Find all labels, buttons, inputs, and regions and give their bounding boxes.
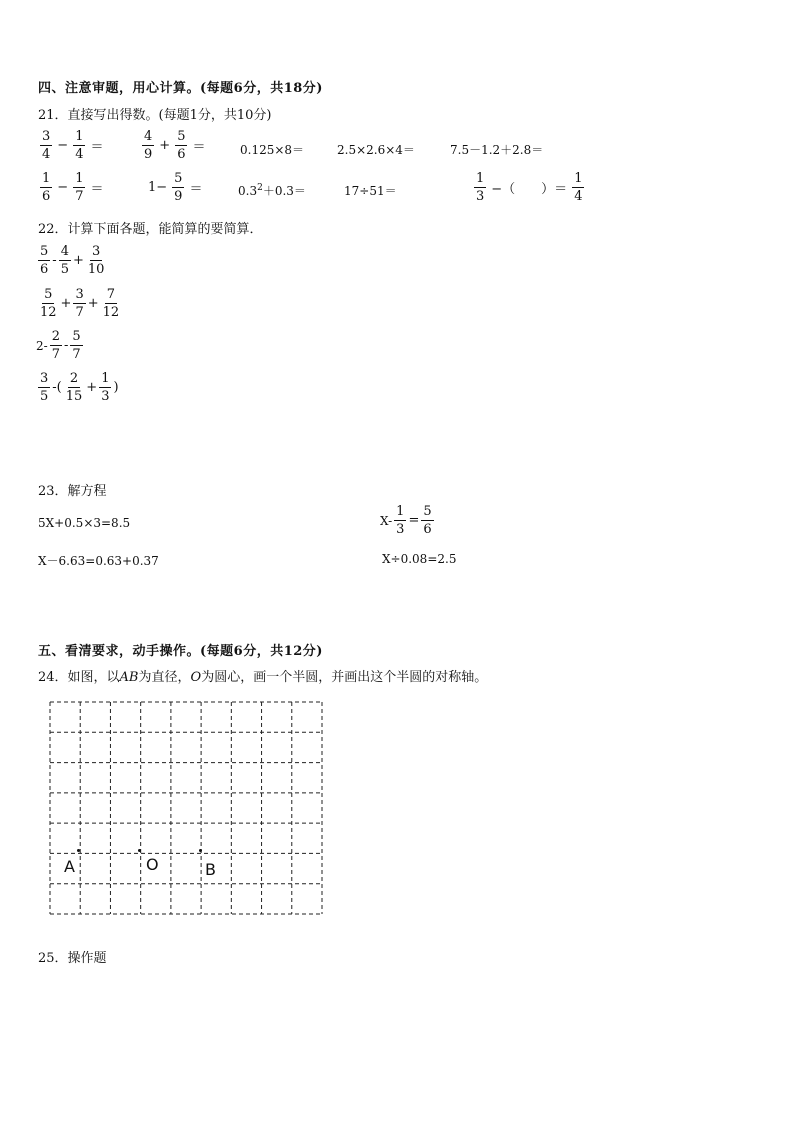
q21-item-h: $0.3^2+0.3=$ xyxy=(238,183,306,198)
point-a-dot xyxy=(77,849,80,852)
point-b-label: B xyxy=(205,860,216,879)
point-a-label: A xyxy=(64,857,75,876)
q23-prompt: 23．解方程 xyxy=(38,484,107,499)
q21-item-a: $\frac{3}{4}$ − $\frac{1}{4}$ ＝ xyxy=(42,129,104,162)
q21-item-f: $\frac{1}{6}$ − $\frac{1}{7}$ ＝ xyxy=(42,171,104,204)
dashed-grid xyxy=(48,700,324,920)
q21-item-i: 17÷51＝ xyxy=(344,184,397,198)
q22-expr-2: $\frac{5}{12}$ + $\frac{3}{7}$ + $\frac{7}{12}$ xyxy=(40,287,120,320)
q22-expr-4: $\frac{3}{5}$ -( $\frac{2}{15}$ + $\frac{1}{3}$ ) xyxy=(40,371,119,404)
q21-item-g: 1− $\frac{5}{9}$ ＝ xyxy=(148,171,203,204)
q25-prompt: 25．操作题 xyxy=(38,951,107,966)
point-b-dot xyxy=(199,849,202,852)
q21-item-c: 0.125×8＝ xyxy=(240,143,305,157)
q22-prompt: 22．计算下面各题，能简算的要简算． xyxy=(38,222,263,237)
section-5-title: 五、看清要求，动手操作。(每题6分，共12分) xyxy=(38,644,323,659)
q21-item-b: $\frac{4}{9}$ + $\frac{5}{6}$ ＝ xyxy=(144,129,206,162)
q22-expr-3: 2- $\frac{2}{7}$ - $\frac{5}{7}$ xyxy=(36,329,81,362)
q21-item-j: $\frac{1}{3}$ −（ ）＝ $\frac{1}{4}$ xyxy=(476,171,583,204)
q21-item-e: 7.5－1.2＋2.8＝ xyxy=(450,143,544,157)
q21-prompt: 21．直接写出得数。(每题1分，共10分) xyxy=(38,108,272,123)
q22-expr-1: $\frac{5}{6}$ - $\frac{4}{5}$ + $\frac{3}{10}$ xyxy=(40,244,105,277)
grid-svg xyxy=(48,700,324,916)
q23-equation-2: X- $\frac{1}{3}$ = $\frac{5}{6}$ xyxy=(380,504,432,537)
q24-prompt: 24．如图，以AB为直径，O为圆心，画一个半圆，并画出这个半圆的对称轴。 xyxy=(38,670,488,685)
q21-item-d: 2.5×2.6×4＝ xyxy=(337,143,415,157)
q23-equation-3: X－6.63=0.63+0.37 xyxy=(38,554,159,568)
point-o-label: O xyxy=(146,855,159,874)
section-4-title: 四、注意审题，用心计算。(每题6分，共18分) xyxy=(38,81,323,96)
q23-equation-4: X÷0.08=2.5 xyxy=(382,552,457,566)
q23-equation-1: 5X+0.5×3=8.5 xyxy=(38,516,131,530)
point-o-dot xyxy=(138,849,141,852)
